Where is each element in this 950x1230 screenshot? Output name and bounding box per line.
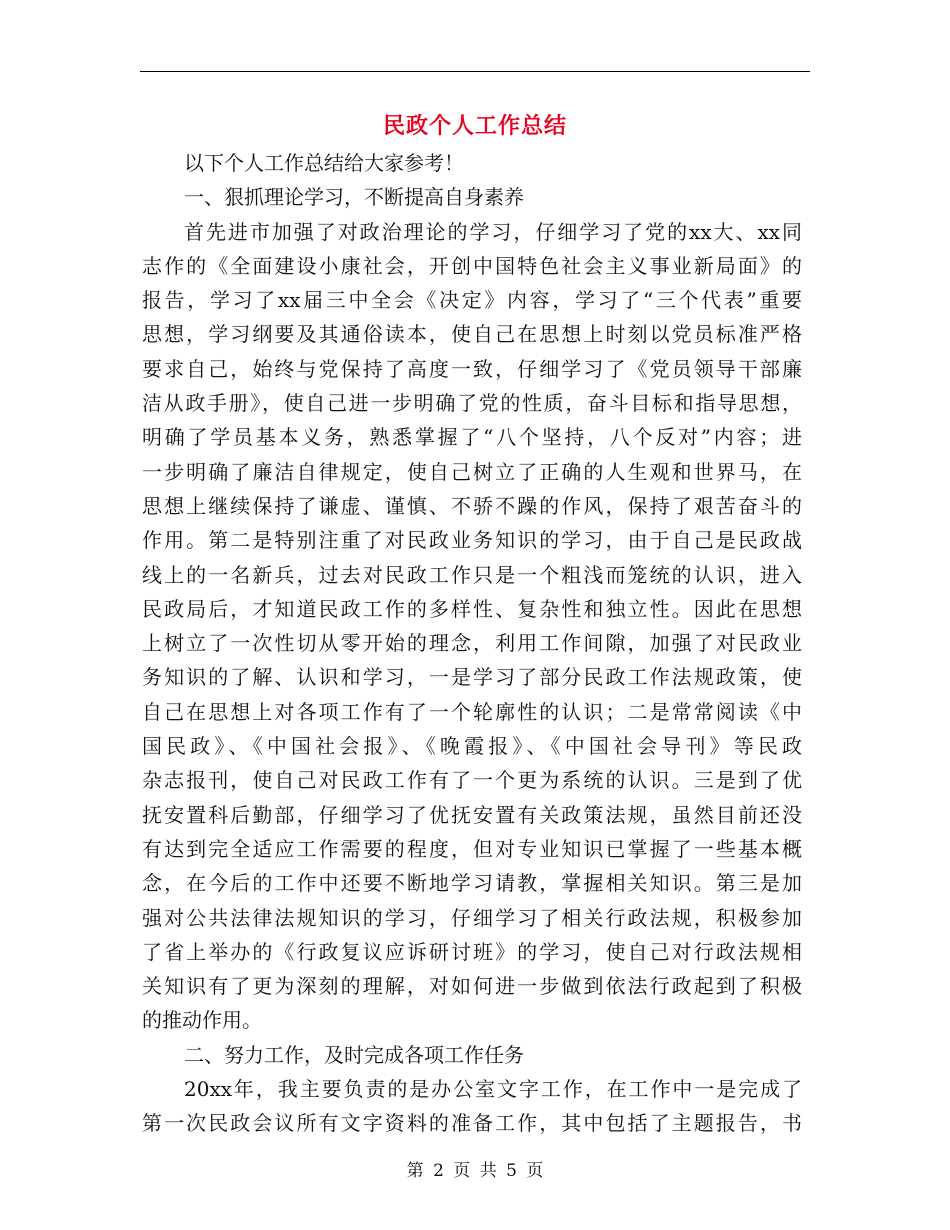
paragraph-line: 20xx年，我主要负责的是办公室文字工作，在工作中一是完成了 (184, 1077, 802, 1102)
paragraph-line: 明确了学员基本义务，熟悉掌握了“八个坚持，八个反对”内容；进 (142, 425, 802, 450)
paragraph-line: 了省上举办的《行政复议应诉研讨班》的学习，使自己对行政法规相 (142, 939, 802, 964)
paragraph-line: 报告，学习了xx届三中全会《决定》内容，学习了“三个代表”重要 (142, 288, 802, 313)
paragraph-line: 第一次民政会议所有文字资料的准备工作，其中包括了主题报告，书 (142, 1111, 802, 1136)
document-body (142, 146, 802, 1141)
paragraph-line: 民政局后，才知道民政工作的多样性、复杂性和独立性。因此在思想 (142, 596, 802, 621)
paragraph-line: 洁从政手册》，使自己进一步明确了党的性质，奋斗目标和指导思想， (142, 391, 802, 416)
document-title: 民政个人工作总结 (382, 113, 567, 139)
paragraph-line: 首先进市加强了对政治理论的学习，仔细学习了党的xx大、xx同 (184, 219, 802, 244)
paragraph-line: 作用。第二是特别注重了对民政业务知识的学习，由于自己是民政战 (142, 528, 802, 553)
section-heading-1: 一、狠抓理论学习，不断提高自身素养 (184, 185, 524, 210)
paragraph-line: 抚安置科后勤部，仔细学习了优抚安置有关政策法规，虽然目前还没 (142, 802, 802, 827)
paragraph-line: 务知识的了解、认识和学习，一是学习了部分民政工作法规政策，使 (142, 665, 802, 690)
paragraph-line: 的推动作用。 (142, 1008, 262, 1033)
section-heading-2: 二、努力工作，及时完成各项工作任务 (184, 1042, 524, 1067)
paragraph-line: 要求自己，始终与党保持了高度一致，仔细学习了《党员领导干部廉 (142, 356, 802, 381)
intro-line: 以下个人工作总结给大家参考！ (184, 151, 464, 175)
paragraph-line: 一步明确了廉洁自律规定，使自己树立了正确的人生观和世界马，在 (142, 459, 802, 484)
page-number: 第 2 页 共 5 页 (406, 1161, 544, 1181)
paragraph-line: 线上的一名新兵，过去对民政工作只是一个粗浅而笼统的认识，进入 (142, 562, 802, 587)
paragraph-line: 念，在今后的工作中还要不断地学习请教，掌握相关知识。第三是加 (142, 871, 802, 896)
paragraph-line: 杂志报刊，使自己对民政工作有了一个更为系统的认识。三是到了优 (142, 768, 802, 793)
paragraph-line: 有达到完全适应工作需要的程度，但对专业知识已掌握了一些基本概 (142, 836, 802, 861)
paragraph-line: 国民政》、《中国社会报》、《晚霞报》、《中国社会导刊》等民政 (142, 734, 802, 759)
paragraph-line: 上树立了一次性切从零开始的理念，利用工作间隙，加强了对民政业 (142, 631, 802, 656)
paragraph-line: 关知识有了更为深刻的理解，对如何进一步做到依法行政起到了积极 (142, 974, 802, 999)
header-rule (140, 71, 810, 72)
paragraph-line: 思想，学习纲要及其通俗读本，使自己在思想上时刻以党员标准严格 (142, 322, 802, 347)
paragraph-line: 思想上继续保持了谦虚、谨慎、不骄不躁的作风，保持了艰苦奋斗的 (142, 493, 802, 518)
paragraph-line: 强对公共法律法规知识的学习，仔细学习了相关行政法规，积极参加 (142, 905, 802, 930)
paragraph-line: 志作的《全面建设小康社会，开创中国特色社会主义事业新局面》的 (142, 253, 802, 278)
paragraph-line: 自己在思想上对各项工作有了一个轮廓性的认识；二是常常阅读《中 (142, 699, 802, 724)
